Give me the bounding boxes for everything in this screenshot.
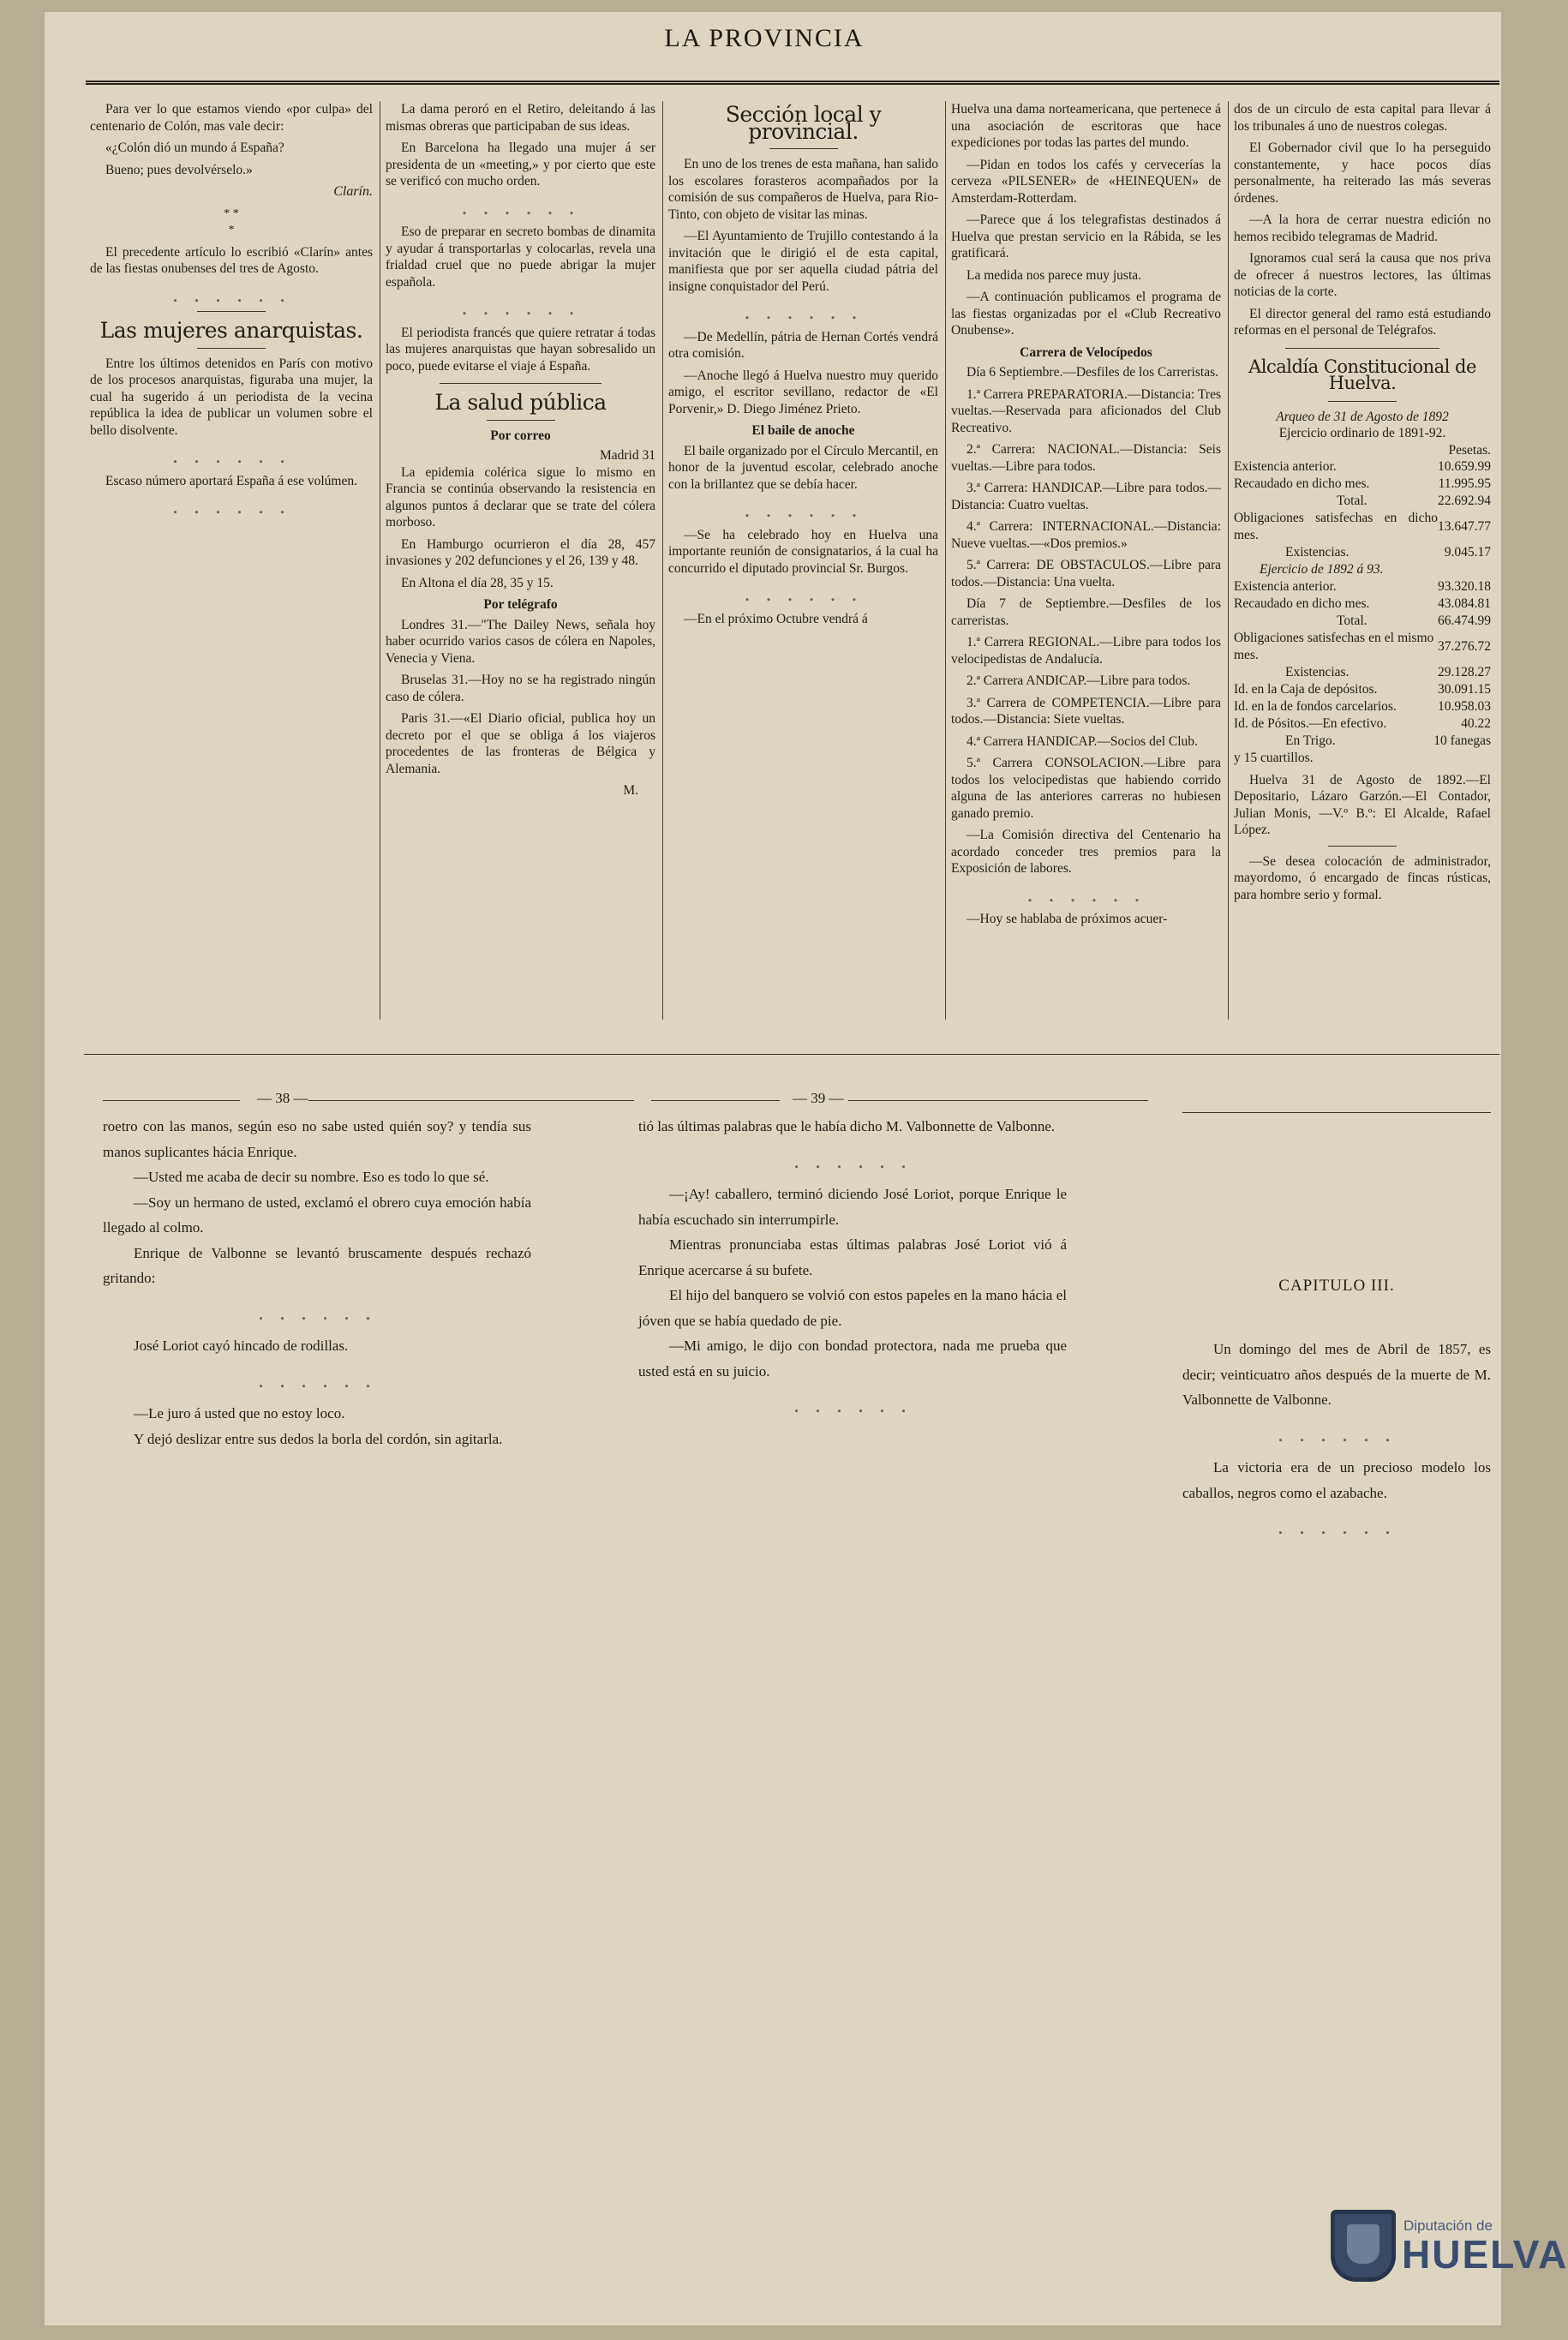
table-cell: Id. en la Caja de depósitos. (1234, 681, 1378, 697)
arqueo-table-1 (1234, 458, 1491, 561)
col4-subheading-carrera: Carrera de Velocípedos (1020, 344, 1152, 360)
table-row (1234, 750, 1491, 767)
column-3 (668, 101, 938, 632)
col1-paragraph-2: Entre los últimos detenidos en París con motivo de los procesos anarquistas, figuraba una mujer, la cual ha sugerido á un periodista de la vecina república la idea de publicar un volumen sobre el bello disolvente. (90, 356, 373, 438)
table-row (1234, 715, 1491, 733)
list-item: 1.ª Carrera PREPARATORIA.—Distancia: Tres vueltas.—Reservada para aficionados del Club Recreativo. (951, 386, 1221, 435)
arqueo-table-2 (1234, 578, 1491, 767)
col5-separator (1285, 348, 1439, 349)
column-divider-2 (662, 101, 663, 1020)
table-row (1234, 681, 1491, 698)
col1-asterisms: * * * (224, 206, 239, 236)
col2-omitted-text-2: . . . . . . (461, 295, 580, 320)
col1-paragraph-3: Escaso número aportará España á ese volúmen. (105, 473, 357, 488)
table-row (1234, 630, 1491, 664)
table-row (1234, 578, 1491, 595)
table-row (1234, 493, 1491, 510)
col5-firma: Huelva 31 de Agosto de 1892.—El Depositario, Lázaro Garzón.—El Contador, Julian Monis, —V.º B.º: El Alcalde, Rafael López. (1234, 772, 1491, 837)
col4-paragraph-7: Día 7 de Septiembre.—Desfiles de los carreristas. (951, 596, 1221, 628)
table-cell: Existencia anterior. (1234, 578, 1337, 594)
table-cell: Existencias. (1285, 545, 1350, 560)
book-left-paragraph-3: —Soy un hermano de usted, exclamó el obrero cuya emoción había llegado al colmo. (103, 1194, 531, 1236)
table-row (1234, 510, 1491, 544)
list-item: 4.ª Carrera: INTERNACIONAL.—Distancia: Nueve vueltas.—«Dos premios.» (951, 519, 1221, 551)
table-row (1234, 595, 1491, 613)
table-cell: y 15 cuartillos. (1234, 750, 1314, 765)
table-cell: En Trigo. (1285, 733, 1336, 748)
col5-heading: Alcaldía Constitucional de Huelva. (1248, 356, 1476, 393)
col4-paragraph-8: —La Comisión directiva del Centenario ha acordado conceder tres premios para la Exposición de labores. (951, 828, 1221, 876)
col4-paragraph-1: Huelva una dama norteamericana, que pertenece á una asociación de escritoras que hace expediciones por todas las partes del mundo. (951, 102, 1221, 150)
col1-quote-line-2: Bueno; pues devolvérselo.» (105, 162, 253, 177)
col2-paragraph-10: Paris 31.—«El Diario oficial, publica hoy un decreto por el que se obliga á los viajeros procedentes de las fronteras de Bélgica y Alemania. (386, 711, 655, 776)
col4-paragraph-9: —Hoy se hablaba de próximos acuer- (967, 912, 1168, 926)
archive-crest-icon (1331, 2210, 1396, 2282)
folio-rule-center-1 (651, 1100, 780, 1101)
page-number-center: — 39 — (793, 1090, 844, 1106)
book-center-paragraph-1: tió las últimas palabras que le había dicho M. Valbonnette de Valbonne. (638, 1118, 1056, 1134)
col5-paragraph-4: Ignoramos cual será la causa que nos priva de ofrecer á nuestros lectores, las últimas noticias de la corte. (1234, 251, 1491, 299)
col1-quote-line-1: «¿Colón dió un mundo á España? (105, 141, 284, 155)
page-number-left: — 38 — (257, 1090, 308, 1106)
table-cell: Total. (1337, 494, 1368, 508)
table-cell: 22.692.94 (1438, 494, 1491, 508)
table-row (1234, 698, 1491, 715)
book-right-omitted-text: . . . . . . (1278, 1421, 1396, 1446)
col2-heading: La salud pública (434, 390, 607, 415)
col3-paragraph-2: —El Ayuntamiento de Trujillo contestando á la invitación que le dirigió el de esta capital, manifiesta que por ser aquella ciudad pátria del insigne conquistador del Perú. (668, 229, 938, 294)
col2-signature: M. (623, 783, 638, 798)
col2-paragraph-8: Londres 31.—"The Dailey News, señala hoy haber ocurrido varios casos de cólera en Napoles, Venecia y Viena. (386, 617, 655, 666)
table-row (1234, 733, 1491, 750)
col1-quote-signature: Clarín. (333, 184, 373, 199)
folio-rule-left-2 (308, 1100, 634, 1101)
col1-heading: Las mujeres anarquistas. (99, 318, 363, 343)
book-left-paragraph-4: Enrique de Valbonne se levantó bruscamente después rechazó gritando: (103, 1244, 531, 1286)
col2-paragraph-4: El periodista francés que quiere retratar á todas las mujeres anarquistas que hayan sobresalido un poco, puede evitarse el viaje á España. (386, 325, 655, 374)
col1-intro: Para ver lo que estamos viendo «por culpa» del centenario de Colón, mas vale decir: (90, 102, 373, 134)
table-cell: Obligaciones satisfechas en el mismo mes. (1234, 630, 1434, 662)
col2-paragraph-7: En Altona el día 28, 35 y 15. (401, 575, 554, 590)
table-cell: 9.045.17 (1444, 545, 1491, 560)
col3-paragraph-1: En uno de los trenes de esta mañana, han salido los escolares forasteros acompañados por la comisión de sus compañeros de Huelva, para Rio-Tinto, con objeto de visitar las minas. (668, 157, 938, 222)
col3-paragraph-4: —Anoche llegó á Huelva nuestro muy querido amigo, el escritor sevillano, redactor de «El Porvenir,» D. Diego Jiménez Prieto. (668, 368, 938, 416)
masthead: LA PROVINCIA (664, 24, 865, 52)
book-center-paragraph-5: —Mi amigo, le dijo con bondad protectora, nada me prueba que usted está en su juicio. (638, 1338, 1067, 1379)
book-column-right (1182, 1337, 1491, 1548)
col2-paragraph-1: La dama peroró en el Retiro, deleitando á las mismas obreras que participaban de sus ideas. (386, 102, 655, 134)
col5-paragraph-5: El director general del ramo está estudiando reformas en el personal de Telégrafos. (1234, 306, 1491, 338)
col5-pesetas: Pesetas. (1448, 442, 1491, 458)
table-cell: Existencia anterior. (1234, 459, 1337, 474)
list-item: 2.ª Carrera: NACIONAL.—Distancia: Seis vueltas.—Libre para todos. (951, 442, 1221, 474)
column-2 (386, 101, 655, 799)
column-divider-3 (945, 101, 946, 1020)
column-1 (90, 101, 373, 524)
col5-separator-2 (1328, 846, 1397, 847)
folio-rule-right (1182, 1112, 1491, 1113)
book-left-omitted-text-2: . . . . . . (258, 1367, 376, 1392)
col5-paragraph-2: El Gobernador civil que lo ha perseguido constantemente, y hace pocos días personalmente, ha reiterado las más severas órdenes. (1234, 141, 1491, 206)
book-center-paragraph-2: —¡Ay! caballero, terminó diciendo José Loriot, porque Enrique le había escuchado sin interrumpirle. (638, 1186, 1067, 1228)
list-item: 3.ª Carrera de COMPETENCIA.—Libre para todos.—Distancia: Siete vueltas. (951, 695, 1221, 727)
table-cell: 30.091.15 (1438, 681, 1491, 697)
table-cell: Recaudado en dicho mes. (1234, 595, 1370, 611)
col3-heading-rule (769, 148, 838, 149)
table-cell: Existencias. (1285, 664, 1350, 679)
col3-omitted-text-2: . . . . . . (744, 497, 863, 522)
folio-rule-center-2 (848, 1100, 1148, 1101)
col4-paragraph-4: La medida nos parece muy justa. (967, 267, 1142, 283)
col2-paragraph-3: Eso de preparar en secreto bombas de dinamita y ayudar á transportarlas y colocarlas, revela una frialdad cruel que no puede abrigar la mujer española. (386, 224, 655, 290)
col5-paragraph-3: —A la hora de cerrar nuestra edición no hemos recibido telegramas de Madrid. (1234, 212, 1491, 244)
book-column-center (638, 1114, 1067, 1427)
list-item: 2.ª Carrera ANDICAP.—Libre para todos. (967, 673, 1191, 688)
col4-omitted-text: . . . . . . (1026, 881, 1146, 907)
book-center-omitted-text: . . . . . . (793, 1147, 912, 1173)
book-right-omitted-text-2: . . . . . . (1278, 1514, 1396, 1539)
column-4 (951, 101, 1221, 933)
col2-subheading-telegrafo: Por telégrafo (483, 597, 558, 612)
book-left-paragraph-1: roetro con las manos, según eso no sabe usted quién soy? y tendía sus manos suplicantes hácia Enrique. (103, 1118, 531, 1160)
table-row (1234, 613, 1491, 630)
table-row (1234, 664, 1491, 681)
table-cell: 13.647.77 (1438, 519, 1491, 534)
col1-separator (197, 311, 266, 312)
table-cell: 66.474.99 (1438, 613, 1491, 628)
col2-paragraph-5: La epidemia colérica sigue lo mismo en Francia se continúa observando la resistencia en algunos puntos á declarar que se trate del cólera morboso. (386, 464, 655, 530)
book-left-omitted-text: . . . . . . (258, 1299, 376, 1325)
table-row (1234, 476, 1491, 493)
book-center-paragraph-3: Mientras pronunciaba estas últimas palabras José Loriot vió á Enrique acercarse á su bufete. (638, 1236, 1067, 1278)
col3-paragraph-7: —En el próximo Octubre vendrá á (684, 611, 868, 626)
col1-omitted-text-3: . . . . . . (172, 494, 290, 518)
col2-paragraph-2: En Barcelona ha llegado una mujer á ser presidenta de un «meeting,» y por cierto que este se verificó con mucho orden. (386, 141, 655, 189)
col2-heading-rule (487, 420, 555, 421)
col4-paragraph-3: —Parece que á los telegrafistas destinados á Huelva que prestan servicio en la Rábida, se les gratificará. (951, 212, 1221, 260)
col1-omitted-text-2: . . . . . . (172, 443, 290, 468)
book-left-paragraph-2: —Usted me acaba de decir su nombre. Eso es todo lo que sé. (134, 1169, 489, 1185)
col4-paragraph-2: —Pidan en todos los cafés y cervecerías la cerveza «PILSENER» de «HEINEQUEN» de Amsterdam-Rotterdam. (951, 157, 1221, 206)
table-cell: Obligaciones satisfechas en dicho mes. (1234, 511, 1438, 542)
col2-omitted-text: . . . . . . (461, 194, 580, 219)
book-right-paragraph-2: La victoria era de un precioso modelo los caballos, negros como el azabache. (1182, 1459, 1491, 1501)
book-center-paragraph-4: El hijo del banquero se volvió con estos papeles en la mano hácia el jóven que se había quedado de pie. (638, 1287, 1067, 1329)
list-item: 5.ª Carrera: DE OBSTACULOS.—Libre para todos.—Distancia: Una vuelta. (951, 558, 1221, 589)
col2-paragraph-6: En Hamburgo ocurrieron el día 28, 457 invasiones y 202 defunciones y el 26, 139 y 48. (386, 536, 655, 568)
chapter-heading: CAPITULO III. (1278, 1277, 1395, 1295)
column-5 (1234, 101, 1491, 908)
book-column-left (103, 1114, 531, 1451)
book-left-paragraph-7: Y dejó deslizar entre sus dedos la borla del cordón, sin agitarla. (134, 1430, 503, 1447)
list-item: 5.ª Carrera CONSOLACION.—Libre para todos los velocipedistas que habiendo corrido alguna de las anteriores carreras no hubiesen ganado premio. (951, 756, 1221, 821)
table-cell: 11.995.95 (1438, 476, 1491, 491)
column-divider-4 (1228, 101, 1229, 1020)
table-cell (1433, 750, 1491, 767)
table-cell: 29.128.27 (1438, 664, 1491, 679)
list-item: 1.ª Carrera REGIONAL.—Libre para todos los velocipedistas de Andalucía. (951, 635, 1221, 667)
table-cell: 93.320.18 (1438, 578, 1491, 594)
col5-heading-rule (1328, 401, 1397, 402)
col5-paragraph-1: dos de un circulo de esta capital para llevar á los tribunales á uno de nuestros colegas. (1234, 102, 1491, 134)
col4-paragraph-5: —A continuación publicamos el programa de las fiestas organizadas por el «Club Recreativo Onubense». (951, 290, 1221, 338)
section-divider (84, 1054, 1499, 1055)
table-cell: Id. de Pósitos.—En efectivo. (1234, 715, 1387, 731)
col5-ejercicio-2: Ejercicio de 1892 á 93. (1260, 562, 1384, 577)
table-cell: 10.958.03 (1438, 698, 1491, 714)
col4-paragraph-6: Día 6 Septiembre.—Desfiles de los Carreristas. (967, 365, 1218, 380)
table-cell: 10 fanegas (1433, 733, 1491, 748)
col1-paragraph-1: El precedente artículo lo escribió «Clarín» antes de las fiestas onubenses del tres de Agosto. (90, 244, 373, 276)
col1-heading-rule (197, 348, 266, 349)
list-item: 4.ª Carrera HANDICAP.—Socios del Club. (967, 733, 1198, 749)
book-left-paragraph-5: José Loriot cayó hincado de rodillas. (134, 1338, 349, 1354)
table-cell: 40.22 (1461, 715, 1491, 731)
folio-rule-left-1 (103, 1100, 240, 1101)
col3-paragraph-6: —Se ha celebrado hoy en Huelva una importante reunión de consignatarios, á la cual ha concurrido el diputado provincial Sr. Burgos. (668, 527, 938, 576)
col3-omitted-text: . . . . . . (744, 299, 863, 324)
book-left-paragraph-6: —Le juro á usted que no estoy loco. (134, 1405, 345, 1421)
list-item: 3.ª Carrera: HANDICAP.—Libre para todos.—Distancia: Cuatro vueltas. (951, 481, 1221, 512)
col2-separator (440, 383, 601, 384)
col2-subheading-correo: Por correo (490, 428, 551, 443)
table-cell: Recaudado en dicho mes. (1234, 476, 1370, 491)
table-cell: 10.659.99 (1438, 459, 1491, 474)
watermark-title: HUELVA (1402, 2232, 1568, 2277)
book-right-paragraph-1: Un domingo del mes de Abril de 1857, es decir; veinticuatro años después de la muerte de M. Valbonnette de Valbonne. (1182, 1341, 1491, 1408)
table-cell: 37.276.72 (1438, 638, 1491, 654)
col3-subheading-baile: El baile de anoche (751, 423, 855, 438)
col5-ejercicio: Ejercicio ordinario de 1891-92. (1278, 426, 1446, 440)
col5-paragraph-6: —Se desea colocación de administrador, mayordomo, ó encargado de fincas rústicas, para hombre serio y formal. (1234, 853, 1491, 902)
watermark-label: Diputación de (1403, 2217, 1493, 2234)
table-row (1234, 458, 1491, 476)
col3-heading: Sección local y provincial. (725, 102, 882, 144)
col5-arqueo-title: Arqueo de 31 de Agosto de 1892 (1276, 409, 1449, 424)
book-center-omitted-text-2: . . . . . . (793, 1392, 912, 1417)
col3-paragraph-5: El baile organizado por el Círculo Mercantil, en honor de la juventud escolar, celebrado anoche con la brillantez que se debía hacer. (668, 443, 938, 492)
table-cell: Id. en la de fondos carcelarios. (1234, 698, 1397, 714)
table-row (1234, 544, 1491, 561)
table-cell: 43.084.81 (1438, 595, 1491, 611)
table-cell: Total. (1337, 613, 1368, 628)
col3-omitted-text-3: . . . . . . (744, 581, 863, 606)
col1-omitted-text: . . . . . . (172, 281, 290, 307)
col2-paragraph-9: Bruselas 31.—Hoy no se ha registrado ningún caso de cólera. (386, 673, 655, 704)
masthead-rule (86, 81, 1499, 85)
col3-paragraph-3: —De Medellín, pátria de Hernan Cortés vendrá otra comisión. (668, 329, 938, 361)
col2-dateline: Madrid 31 (599, 448, 655, 463)
